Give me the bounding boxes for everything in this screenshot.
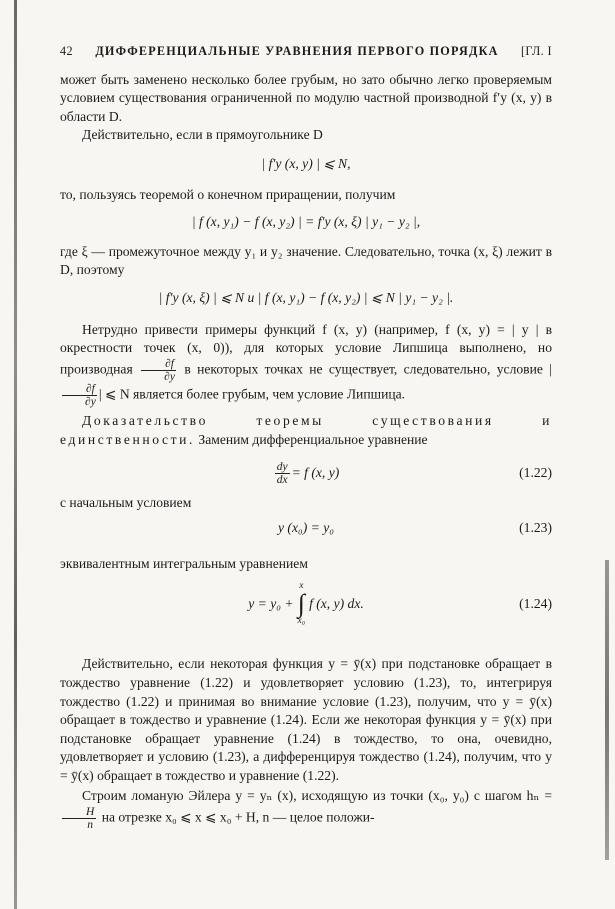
abs-bar-right: | — [98, 386, 102, 402]
formula-3 — [60, 287, 552, 311]
integral-sign — [298, 581, 306, 627]
formula-5 — [60, 517, 552, 541]
partial-derivative-fraction-1 — [141, 358, 176, 383]
paragraph-6: с начальным условием — [60, 495, 192, 511]
formula-3-text: | f′y (x, ξ) | ⩽ N и | f (x, y₁) − f (x, y₂) | ⩽ N | y₁ − y₂ |. — [158, 290, 454, 306]
formula-1-text: | f′y (x, y) | ⩽ N, — [261, 155, 351, 171]
page-number: 42 — [60, 44, 73, 58]
integral-symbol: ∫ — [297, 589, 305, 619]
paragraph-1: может быть заменено несколько более грубым, но зато обычно легко проверяемым условием существования ограниченной по модулю частной производной f′y (x, y) в области D. — [60, 71, 552, 124]
proof-paragraph — [60, 412, 552, 449]
scan-edge-right — [605, 560, 609, 860]
integral-upper-limit: x — [299, 581, 304, 592]
paragraph-7: эквивалентным интегральным уравнением — [60, 555, 308, 571]
step-fraction-numerator: H — [62, 806, 96, 819]
formula-1 — [60, 152, 552, 176]
frac-1-denominator: ∂y — [164, 370, 175, 383]
running-header — [60, 42, 552, 61]
proof-heading: Доказательство теоремы существования и единственности. — [60, 412, 552, 447]
formula-5-text: y (x₀) = y₀ — [278, 520, 334, 536]
step-fraction — [62, 806, 96, 831]
paragraph-9-part-b: на отрезке x₀ ⩽ x ⩽ x₀ + H, n — целое положи- — [101, 809, 375, 825]
proof-intro: Заменим дифференциальное уравнение — [198, 431, 428, 447]
formula-6-rhs: f (x, y) dx. — [309, 596, 364, 612]
equation-number-1-23: (1.23) — [519, 520, 552, 536]
paragraph-9 — [60, 787, 552, 831]
abs-bar-left: | — [549, 361, 552, 377]
paragraph-3: то, пользуясь теоремой о конечном приращении, получим — [60, 186, 396, 202]
formula-2 — [60, 211, 552, 235]
paragraph-5-part-b: в некоторых точках не существует, следовательно, условие — [184, 361, 543, 377]
formula-2-text: | f (x, y₁) − f (x, y₂) | = f′y (x, ξ) | y₁ − y₂ |, — [191, 214, 421, 230]
chapter-label: [ГЛ. I — [520, 44, 552, 58]
formula-4-denominator: dx — [276, 474, 288, 487]
formula-4-fraction — [275, 461, 290, 486]
partial-derivative-fraction-2 — [62, 383, 97, 408]
formula-6 — [60, 581, 552, 627]
paragraph-9-part-a: Строим ломаную Эйлера y = yₙ (x), исходящую из точки (x₀, y₀) с шагом hₙ = — [82, 788, 552, 804]
frac-2-denominator: ∂y — [85, 395, 96, 408]
integral-lower-limit: x₀ — [297, 616, 306, 627]
page — [60, 42, 552, 831]
frac-1-numerator: ∂f — [141, 358, 176, 371]
step-fraction-denominator: n — [87, 819, 94, 832]
formula-4 — [60, 461, 552, 486]
paragraph-5 — [60, 321, 552, 408]
paragraph-4: где ξ — промежуточное между y₁ и y₂ значение. Следовательно, точка (x, ξ) лежит в D, поэтому — [60, 243, 552, 278]
formula-6-lhs: y = y₀ + — [248, 596, 294, 612]
paragraph-5-part-c: ⩽ N является более грубым, чем условие Липшица. — [105, 386, 406, 402]
paragraph-2: Действительно, если в прямоугольнике D — [82, 127, 323, 143]
paragraph-5-part-a: Нетрудно привести примеры функций f (x, y) (например, f (x, y) = | y | в окрестности точек (x, 0)), для которых условие Липшица выполнено, но производная — [60, 321, 552, 377]
running-title: ДИФФЕРЕНЦИАЛЬНЫЕ УРАВНЕНИЯ ПЕРВОГО ПОРЯДКА — [95, 44, 499, 58]
paragraph-8: Действительно, если некоторая функция y = ȳ(x) при подстановке обращает в тождество уравнение (1.22) и удовлетворяет условию (1.23), то, интегрируя тождество (1.22) и принимая во внимание условие (1.23), получим, что y = ȳ(x) обращает в тождество и уравнение (1.24). Если же некоторая функция y = ȳ(x) при подстановке обращает уравнение (1.24) в тождество, то она, очевидно, удовлетворяет и условию (1.23), а дифференцируя тождество (1.24), получим, что y = ȳ(x) обращает в тождество и уравнение (1.22). — [60, 656, 552, 783]
frac-2-numerator: ∂f — [62, 383, 97, 396]
equation-number-1-24: (1.24) — [519, 596, 552, 612]
formula-4-rhs: = f (x, y) — [291, 465, 340, 481]
equation-number-1-22: (1.22) — [519, 465, 552, 481]
formula-4-numerator: dy — [276, 461, 288, 474]
scan-edge-left — [14, 0, 17, 909]
